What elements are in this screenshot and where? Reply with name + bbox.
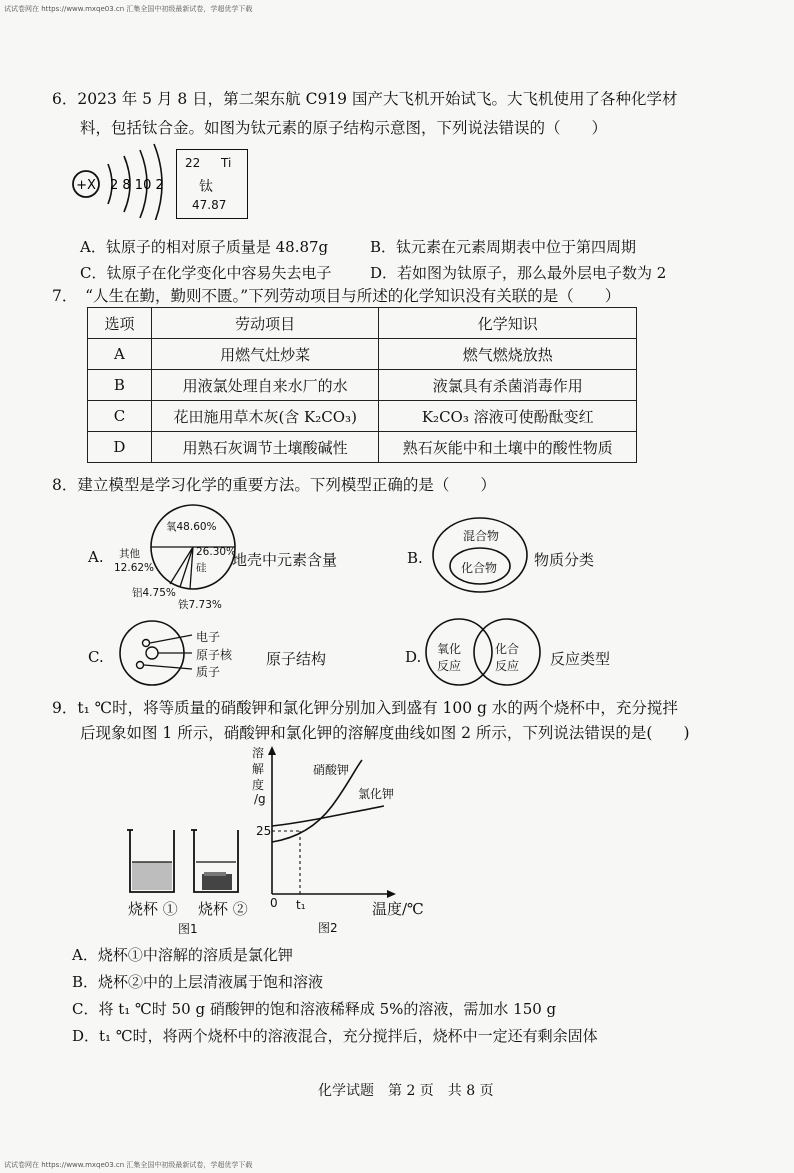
q9-option-a: A．烧杯①中溶解的溶质是氯化钾 <box>72 946 293 964</box>
figure-1-caption: 图1 <box>178 922 198 936</box>
q6-option-d: D．若如图为钛原子，那么最外层电子数为 2 <box>370 264 667 282</box>
beaker-2 <box>191 830 238 892</box>
q6-option-b: B．钛元素在元素周期表中位于第四周期 <box>370 238 637 256</box>
nucleus-label: +X <box>76 178 96 193</box>
q8-option-c-label: C. <box>88 648 104 666</box>
pie-label-other: 其他 <box>119 548 140 560</box>
q6-line2: 料，包括钛合金。如图为钛元素的原子结构示意图，下列说法错误的（ ） <box>80 119 608 137</box>
table-cell: B <box>88 370 152 401</box>
table-cell: 燃气燃烧放热 <box>379 339 637 370</box>
table-cell: 熟石灰能中和土壤中的酸性物质 <box>379 432 637 463</box>
table-cell: C <box>88 401 152 432</box>
element-number: 22 <box>185 156 201 170</box>
q8-option-b-label: B. <box>407 549 423 567</box>
kcl-curve <box>272 806 384 826</box>
y-axis-label-4: /g <box>254 792 266 806</box>
venn-label-oxidation: 氧化 <box>437 642 462 656</box>
x-axis-label: 温度/℃ <box>372 900 424 918</box>
oval-label-mixture: 混合物 <box>463 529 500 543</box>
q9-option-c: C．将 t₁ ℃时 50 g 硝酸钾的饱和溶液稀释成 5%的溶液，需加水 150 g <box>72 1000 557 1018</box>
q6-option-c: C．钛原子在化学变化中容易失去电子 <box>80 264 332 282</box>
header-cell: 化学知识 <box>379 308 637 339</box>
q8-option-a-label: A. <box>88 548 104 566</box>
y-axis-label-3: 度 <box>252 778 265 792</box>
page-footer: 化学试题 第 2 页 共 8 页 <box>318 1083 494 1099</box>
table-header-row <box>88 308 637 339</box>
q8-option-b-caption: 物质分类 <box>534 551 595 569</box>
x-origin: 0 <box>270 896 278 910</box>
q8-option-d-label: D. <box>405 648 422 666</box>
table-cell: D <box>88 432 152 463</box>
y-axis-label-1: 溶 <box>252 746 265 760</box>
q9-option-b: B．烧杯②中的上层清液属于饱和溶液 <box>72 973 324 991</box>
element-card <box>176 149 248 219</box>
beakers-illustration <box>126 826 246 898</box>
q9-option-d: D．t₁ ℃时，将两个烧杯中的溶液混合，充分搅拌后，烧杯中一定还有剩余固体 <box>72 1027 598 1045</box>
watermark-top: 试试卷网在 https://www.mxqe03.cn 汇集全国中初级最新试卷，学超优学下载 <box>4 5 253 13</box>
table-cell: A <box>88 339 152 370</box>
atom-label-electron: 电子 <box>196 630 221 644</box>
beaker-1-label: 烧杯 ① <box>128 900 178 918</box>
atom-label-proton: 质子 <box>196 665 221 679</box>
oval-label-compound: 化合物 <box>461 561 498 575</box>
pie-label-silicon-pct: 26.30% <box>196 546 237 558</box>
table-row <box>88 339 637 370</box>
pie-label-other-pct: 12.62% <box>114 562 155 574</box>
pie-label-oxygen: 氧48.60% <box>166 521 217 533</box>
element-name: 钛 <box>199 179 213 195</box>
table-row <box>88 401 637 432</box>
pie-label-aluminum: 铝4.75% <box>132 587 176 599</box>
q9-line2: 后现象如图 1 所示，硝酸钾和氯化钾的溶解度曲线如图 2 所示，下列说法错误的是( ) <box>80 724 690 742</box>
curve-label-kno3: 硝酸钾 <box>313 763 350 777</box>
venn-label-combination: 化合 <box>495 642 520 656</box>
x-tick-t1: t₁ <box>296 898 306 912</box>
y-tick-25: 25 <box>256 824 272 838</box>
beaker-1 <box>127 830 174 892</box>
atom-model-diagram <box>116 618 206 688</box>
venn-label-combination-2: 反应 <box>495 659 520 673</box>
table-cell: 液氯具有杀菌消毒作用 <box>379 370 637 401</box>
q8-option-c-caption: 原子结构 <box>266 650 327 668</box>
q7-table <box>87 307 637 463</box>
q8-stem: 8．建立模型是学习化学的重要方法。下列模型正确的是（ ） <box>52 476 496 494</box>
q6-line1: 6．2023 年 5 月 8 日，第二架东航 C919 国产大飞机开始试飞。大飞机使用了各种化学材 <box>52 90 678 108</box>
watermark-bottom: 试试卷网在 https://www.mxqe03.cn 汇集全国中初级最新试卷，学超优学下载 <box>4 1161 253 1169</box>
beaker-2-label: 烧杯 ② <box>198 900 248 918</box>
figure-2-caption: 图2 <box>318 921 338 935</box>
q8-option-a-caption: 地壳中元素含量 <box>232 551 338 569</box>
table-cell: 用液氯处理自来水厂的水 <box>151 370 379 401</box>
table-row <box>88 370 637 401</box>
table-cell: 花田施用草木灰(含 K₂CO₃) <box>151 401 379 432</box>
venn-label-oxidation-2: 反应 <box>437 659 462 673</box>
element-mass: 47.87 <box>192 198 227 212</box>
q9-line1: 9．t₁ ℃时，将等质量的硝酸钾和氯化钾分别加入到盛有 100 g 水的两个烧杯中，充分搅拌 <box>52 699 678 717</box>
q8-option-d-caption: 反应类型 <box>550 650 611 668</box>
header-cell: 劳动项目 <box>151 308 379 339</box>
table-cell: K₂CO₃ 溶液可使酚酞变红 <box>379 401 637 432</box>
curve-label-kcl: 氯化钾 <box>358 787 395 801</box>
q7-stem: 7． “人生在勤，勤则不匮。”下列劳动项目与所述的化学知识没有关联的是（ ） <box>52 287 621 305</box>
pie-label-silicon: 硅 <box>196 562 207 574</box>
y-axis-label-2: 解 <box>252 762 265 776</box>
table-cell: 用熟石灰调节土壤酸碱性 <box>151 432 379 463</box>
element-symbol: Ti <box>221 156 232 170</box>
table-row <box>88 432 637 463</box>
q6-option-a: A．钛原子的相对原子质量是 48.87g <box>80 238 329 256</box>
electron-shells-label: 2 8 10 2 <box>110 178 164 193</box>
table-cell: 用燃气灶炒菜 <box>151 339 379 370</box>
atom-label-nucleus: 原子核 <box>196 648 233 662</box>
header-cell: 选项 <box>88 308 152 339</box>
pie-label-iron: 铁7.73% <box>178 599 222 611</box>
